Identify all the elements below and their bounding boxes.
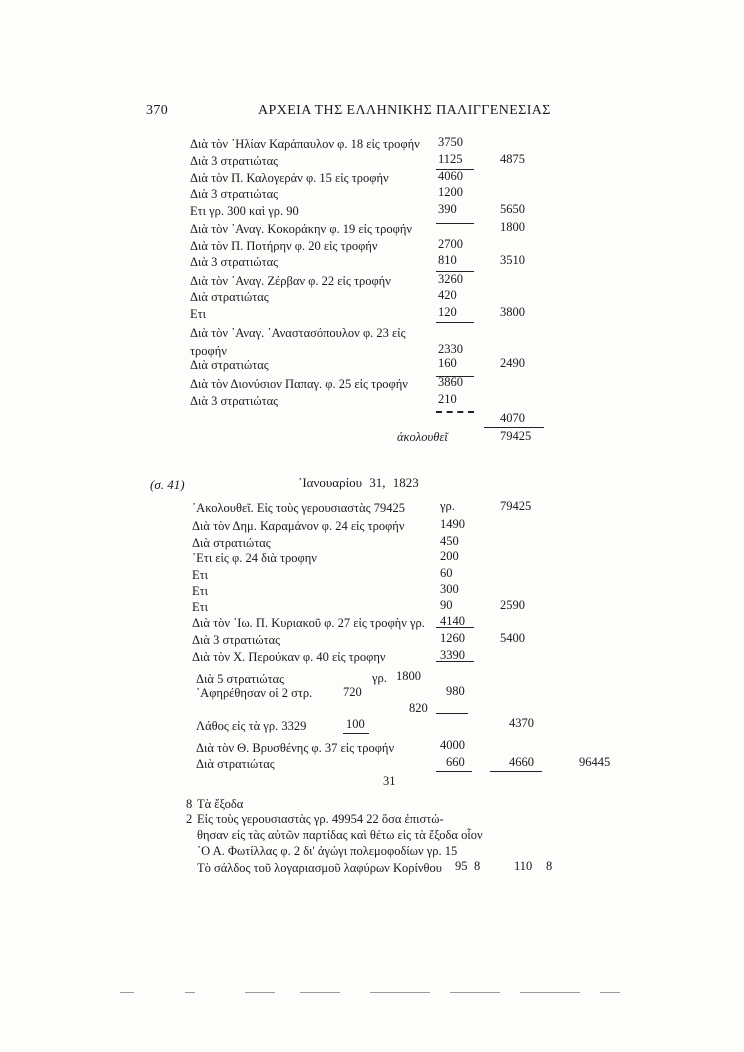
row-value-b: 3510	[500, 253, 525, 267]
row-value-a: 120	[438, 305, 457, 319]
row-value-a: 1490	[440, 517, 465, 531]
row-value-a: γρ.	[440, 499, 455, 513]
row-value-b: 4875	[500, 152, 525, 166]
scan-noise	[245, 992, 275, 993]
row-value: 1800	[396, 669, 421, 683]
row-value-a: 4060	[438, 169, 463, 183]
underline	[436, 411, 474, 413]
row-text: Διὰ τὸν ᾿Αναγ. ᾿Αναστασόπουλον φ. 23 εἰς	[190, 326, 406, 340]
underline	[436, 376, 474, 377]
underline	[436, 322, 474, 323]
row-value-a: 420	[438, 288, 457, 302]
row-text: Διὰ στρατιώτας	[190, 290, 269, 304]
expense-heading: Τὰ ἔξοδα	[197, 797, 244, 811]
expense-value: 8	[546, 859, 553, 873]
row-text: Διὰ τὸν Χ. Περούκαν φ. 40 εἰς τροφην	[192, 650, 386, 664]
expense-number: 8	[186, 797, 193, 811]
row-value-a: 90	[440, 598, 453, 612]
row-text: Διὰ τὸν Δημ. Καραμάνον φ. 24 εἰς τροφήν	[192, 519, 405, 533]
row-value: 820	[409, 701, 428, 715]
row-value-a: 200	[440, 549, 459, 563]
row-value-a: 160	[438, 356, 457, 370]
row-value-a: 450	[440, 534, 459, 548]
underline	[436, 169, 474, 170]
row-gr: γρ.	[372, 671, 387, 685]
underline	[436, 223, 474, 224]
row-value-b: 4660	[509, 755, 534, 769]
row-value-a: 3390	[440, 648, 465, 662]
row-value: 720	[343, 685, 362, 699]
row-value-b: 79425	[500, 499, 532, 513]
row-text: τροφήν	[190, 344, 227, 358]
scan-noise	[300, 992, 340, 993]
row-text: Διὰ 3 στρατιώτας	[190, 154, 279, 168]
row-text: Ετι γρ. 300 καὶ γρ. 90	[190, 204, 299, 218]
row-value-a: 3860	[438, 375, 463, 389]
scan-noise	[370, 992, 430, 993]
row-text: Ετι	[192, 600, 209, 614]
row-value-a: 2700	[438, 237, 463, 251]
underline	[436, 661, 474, 662]
row-value-b: 1800	[500, 220, 525, 234]
section-date: ᾿Ιανουαρίου 31, 1823	[298, 475, 419, 490]
row-value-a: 4140	[440, 614, 465, 628]
row-value-a: 980	[446, 684, 465, 698]
row-text: Ετι	[192, 584, 209, 598]
row-value-a: 3750	[438, 135, 463, 149]
row-value-b: 2490	[500, 356, 525, 370]
row-text: Διὰ τὸν Π. Ποτήρην φ. 20 εἰς τροφήν	[190, 239, 378, 253]
row-value-a: 1125	[438, 152, 463, 166]
expense-value: 110	[514, 859, 533, 873]
underline	[490, 771, 542, 772]
row-value-a: 60	[440, 566, 453, 580]
underline	[436, 271, 474, 272]
row-text: Διὰ τὸν ᾿Ηλίαν Καράπαυλον φ. 18 εἰς τροφήν	[190, 137, 420, 151]
grand-total: 96445	[579, 755, 611, 769]
subtotal: 4070	[500, 411, 525, 425]
running-title: ΑΡΧΕΙΑ ΤΗΣ ΕΛΛΗΝΙΚΗΣ ΠΑΛΙΓΓΕΝΕΣΙΑΣ	[258, 103, 551, 118]
row-value-a: 2330	[438, 342, 463, 356]
row-value-a: 660	[446, 755, 465, 769]
underline	[436, 627, 474, 628]
row-value-a: 210	[438, 392, 457, 406]
expense-value: 95	[455, 859, 468, 873]
row-text: Διὰ τὸν Π. Καλογεράν φ. 15 εἰς τροφήν	[190, 171, 389, 185]
underline	[343, 733, 369, 734]
row-value-b: 3800	[500, 305, 525, 319]
row-text: Διὰ 3 στρατιώτας	[190, 394, 279, 408]
row-text: ᾿Ετι εἰς φ. 24 διὰ τροφην	[192, 551, 317, 565]
expense-line: Εἰς τοὺς γερουσιαστὰς γρ. 49954 22 ὅσα ἐπιστώ-	[197, 812, 444, 826]
carried-label: ἀκολουθεῖ	[397, 430, 448, 444]
row-text: Λάθος εἰς τὰ γρ. 3329	[196, 719, 307, 733]
row-text: Διὰ τὸν ᾿Αναγ. Ζέρβαν φ. 22 εἰς τροφήν	[190, 274, 391, 288]
row-value-a: 3260	[438, 272, 463, 286]
row-text: ᾿Ακολουθεῖ. Εἰς τοὺς γερουσιαστὰς 79425	[192, 501, 405, 515]
row-value-b: 2590	[500, 598, 525, 612]
expense-line: ῾Ο Α. Φωτίλλας φ. 2 δι' ἀγώγι πολεμοφοδίων γρ. 15	[197, 844, 458, 858]
row-value-a: 810	[438, 253, 457, 267]
row-value-a: 390	[438, 202, 457, 216]
expense-line: Τὸ σάλδος τοῦ λογαριασμοῦ λαφύρων Κορίνθου	[197, 861, 442, 875]
row-text: Διὰ 3 στρατιώτας	[190, 187, 279, 201]
row-value-b: 5400	[500, 631, 525, 645]
expense-number: 2	[186, 812, 193, 826]
row-value: 100	[346, 717, 365, 731]
row-text: ᾿Αφηρέθησαν οἱ 2 στρ.	[196, 686, 313, 700]
scan-noise	[450, 992, 500, 993]
row-text: Διὰ στρατιώτας	[192, 536, 271, 550]
row-text: Διὰ τὸν Διονύσιον Παπαγ. φ. 25 εἰς τροφήν	[190, 377, 408, 391]
row-value-b: 5650	[500, 202, 525, 216]
row-text: Διὰ 5 στρατιώτας	[196, 672, 285, 686]
row-value-a: 1260	[440, 631, 465, 645]
row-text: Διὰ τὸν Θ. Βρυσθένης φ. 37 εἰς τροφήν	[196, 741, 395, 755]
row-value-a: 1200	[438, 185, 463, 199]
underline	[436, 713, 468, 714]
carried-total: 79425	[500, 429, 532, 443]
row-value-a: 4000	[440, 738, 465, 752]
expense-value: 8	[474, 859, 481, 873]
scan-noise	[185, 992, 195, 993]
scan-noise	[600, 992, 620, 993]
row-text: Διὰ τὸν ᾿Αναγ. Κοκοράκην φ. 19 εἰς τροφήν	[190, 222, 413, 236]
row-text: Διὰ στρατιώτας	[190, 358, 269, 372]
row-text: Διὰ τὸν ᾿Ιω. Π. Κυριακοῦ φ. 27 εἰς τροφὴν γρ.	[192, 616, 425, 630]
row-text: Διὰ 3 στρατιώτας	[190, 255, 279, 269]
row-text: Διὰ στρατιώτας	[196, 757, 275, 771]
row-text: Διὰ 3 στρατιώτας	[192, 633, 281, 647]
page-number: 370	[146, 103, 169, 118]
total-31: 31	[383, 774, 396, 788]
scan-noise	[120, 992, 134, 993]
row-value-a: 300	[440, 582, 459, 596]
row-text: Ετι	[190, 307, 207, 321]
scan-noise	[520, 992, 580, 993]
row-text: Ετι	[192, 568, 209, 582]
expense-line: θησαν εἰς τὰς αὐτῶν παρτίδας καὶ θέτω εἰς τὰ ἔξοδα οἷον	[197, 828, 483, 842]
underline	[484, 427, 544, 428]
underline	[436, 771, 472, 772]
row-value-b: 4370	[509, 716, 534, 730]
section-ref: (σ. 41)	[150, 477, 185, 492]
